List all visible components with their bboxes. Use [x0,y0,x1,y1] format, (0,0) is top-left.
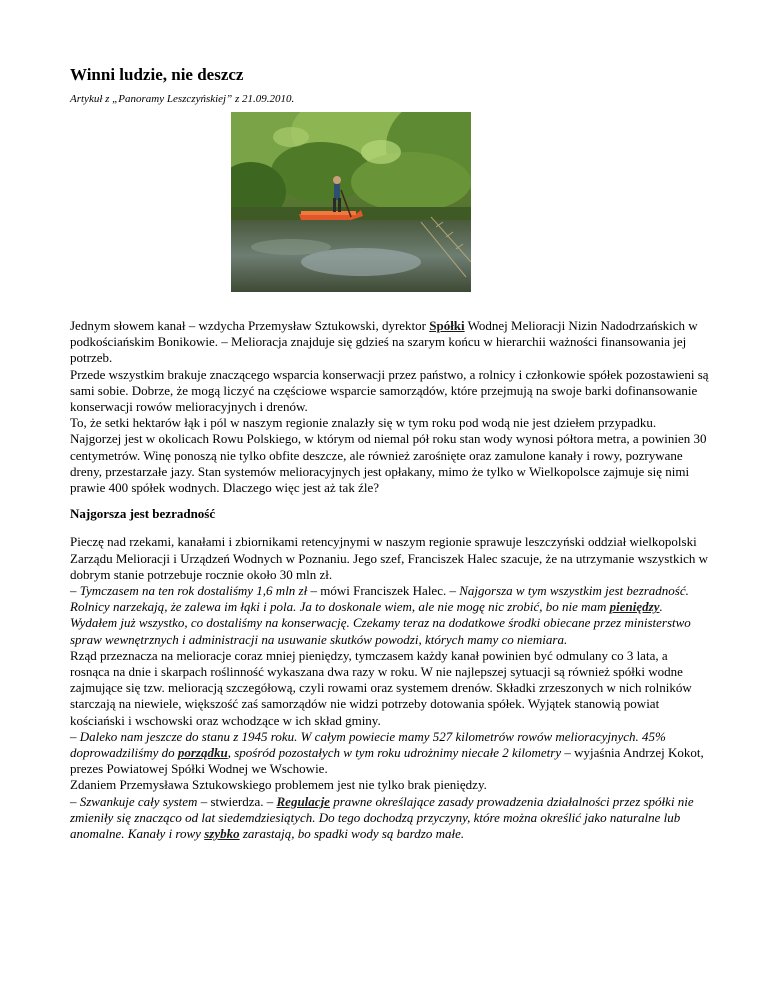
quote-text: prawne określające zasady prowadzenia działalności przez spółki nie zmieniły się znacząco od lat siedemdziesiątych. Do tego dochodzą przyczyny, które można określić jako naturalne lub anomalne. Kanały i rowy [70,793,694,842]
paragraph-text: – wyjaśnia Andrzej Kokot, prezes Powiatowej Spółki Wodnej we Wschowie. [70,745,704,777]
keyword-link[interactable]: porządku [177,745,228,761]
paragraph: Pieczę nad rzekami, kanałami i zbiornikami retencyjnymi w naszym regionie sprawuje leszczyński oddział wielkopolski Zarządu Melioracji i Urządzeń Wodnych w Poznaniu. Jego szef, Franciszek Halec szacuje, że na utrzymanie wszystkich w dobrym stanie potrzebuje rocznie około 30 mln zł. [70,534,708,582]
keyword-link[interactable]: szybko [204,826,240,842]
paragraph: Przede wszystkim brakuje znaczącego wsparcia konserwacji przez państwo, a rolnicy i członkowie spółek pozostawieni są sami sobie. Dobrze, że mogą liczyć na częściowe wsparcie samorządów, które przejmują na swoje barki dofinansowanie konserwacji rowów melioracyjnych i drenów. [70,366,709,415]
paragraph-text: Wodnej Melioracji Nizin Nadodrzańskich w podkościańskim Bonikowie. – Melioracja znajduje się gdzieś na szarym końcu w hierarchii ważności finansowania jej potrzeb. [70,318,698,366]
document-page [70,64,710,842]
paragraph-text: Jednym słowem kanał – wzdycha Przemysław Sztukowski, dyrektor [70,318,430,333]
quote-text: – Tymczasem na ten rok dostaliśmy 1,6 mln zł [70,583,308,599]
paragraph: Rząd przeznacza na melioracje coraz mniej pieniędzy, tymczasem każdy kanał powinien być odmulany co 3 lata, a rosnąca na dnie i skarpach roślinność wykaszana dwa razy w roku. W nie najlepszej sytuacji są również spółki wodne zajmujące się tzw. melioracją szczegółową, czyli rowami oraz systemem drenów. Składki zrzeszonych w nich rolników starczają na niewiele, większość zaś samorządów nie widzi potrzeby dotowania spółek. Wyjątek stanowią powiat kościański i wschowski oraz wchodzące w ich skład gminy. [70,647,692,728]
keyword-link[interactable]: pieniędzy [609,599,660,615]
quote-text: Najgorsza w tym wszystkim jest bezradność. Rolnicy narzekają, że zalewa im łąki i pola. Ja to doskonale wiem, ale nie mogę nic zrobić, bo nie mam [70,583,689,615]
keyword-link[interactable]: Spółki [429,318,465,333]
article-subtitle: Artykuł z „Panoramy Leszczyńskiej” z 21.09.2010. [70,93,295,105]
keyword-link[interactable]: Regulacje [276,793,330,809]
river-photo-image [231,112,471,292]
paragraph [70,794,710,843]
article-title: Winni ludzie, nie deszcz [70,65,244,84]
quote-text: , spośród pozostałych w tym roku udrożnimy niecałe 2 kilometry [227,745,562,761]
paragraph-text: – stwierdza. – [197,793,277,809]
quote-text: zarastają, bo spadki wody są bardzo małe. [239,826,465,842]
section-heading: Najgorsza jest bezradność [70,506,216,522]
quote-text: – Szwankuje cały system [70,793,198,809]
quote-text: – Daleko nam jeszcze do stanu z 1945 roku. W całym powiecie mamy 527 kilometrów rowów melioracyjnych. 45% doprowadziliśmy do [70,728,666,761]
paragraph [70,583,710,648]
paragraph: To, że setki hektarów łąk i pól w naszym regionie znalazły się w tym roku pod wodą nie jest dziełem przypadku. Najgorzej jest w okolicach Rowu Polskiego, w którym od niemal pół roku stan wody wynosi półtora metra, a powinien 30 centymetrów. Winę ponoszą nie tylko obfite deszcze, ale również zarośnięte oraz zamulone kanały i rowy, pozrywane dreny, przestarzałe jazy. Stan systemów melioracyjnych jest opłakany, mimo że tylko w Wielkopolsce zajmuje się nimi prawie 400 spółek wodnych. Dlaczego więc jest aż tak źle? [70,415,707,496]
paragraph [70,318,710,367]
paragraph: Zdaniem Przemysława Sztukowskiego problemem jest nie tylko brak pieniędzy. [70,777,487,793]
quote-text: . Wydałem już wszystko, co dostaliśmy na konserwację. Czekamy teraz na dodatkowe środki obiecane przez ministerstwo spraw wewnętrznych i administracji na usuwanie skutków powodzi, których mamy co niemiara. [70,599,691,647]
paragraph [70,729,710,778]
paragraph-text: – mówi Franciszek Halec. – [307,583,460,599]
article-body [70,318,710,842]
river-photo [231,112,471,292]
